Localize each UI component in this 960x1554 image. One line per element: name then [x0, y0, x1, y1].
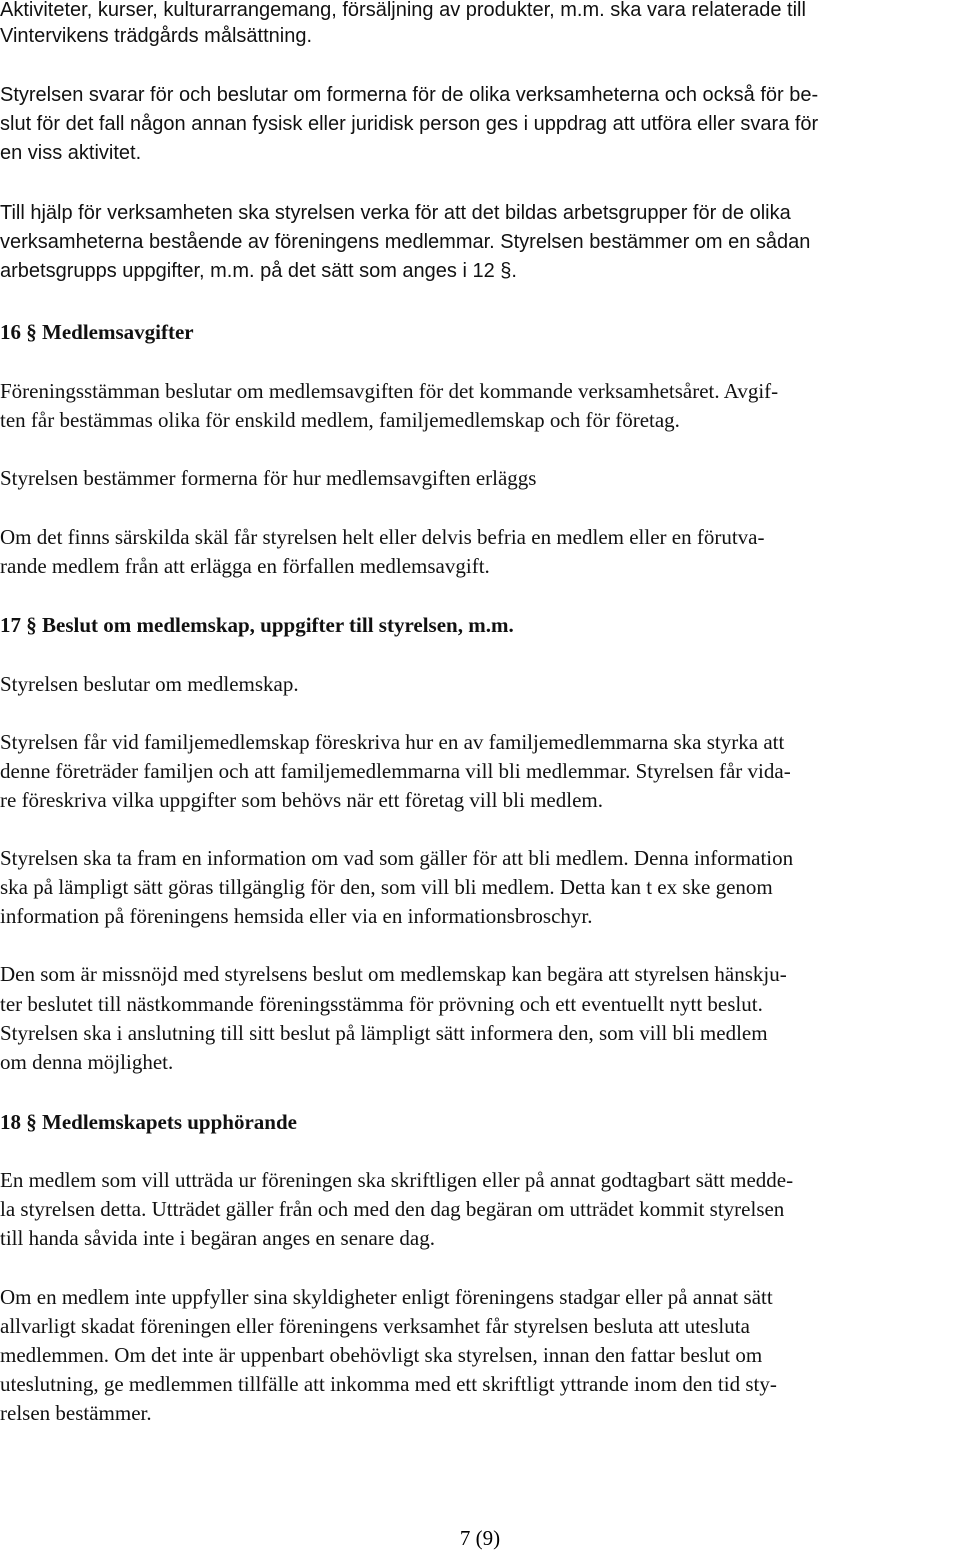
- text-line: Den som är missnöjd med styrelsens beslut om medlemskap kan begära att styrelsen hänskju-: [0, 962, 787, 986]
- text-line: rande medlem från att erlägga en förfallen medlemsavgift.: [0, 554, 490, 578]
- text-line: Styrelsen ska ta fram en information om vad som gäller för att bli medlem. Denna information: [0, 846, 794, 870]
- text-line: Aktiviteter, kurser, kulturarrangemang, försäljning av produkter, m.m. ska vara relaterade till: [0, 0, 806, 21]
- text-line: Styrelsen svarar för och beslutar om formerna för de olika verksamheterna och också för be-: [0, 84, 819, 106]
- text-line: Föreningsstämman beslutar om medlemsavgiften för det kommande verksamhetsåret. Avgif-: [0, 379, 779, 403]
- text-line: relsen bestämmer.: [0, 1401, 152, 1425]
- text-line: en viss aktivitet.: [0, 142, 142, 164]
- page-number: 7 (9): [459, 1526, 501, 1550]
- text-line: ska på lämpligt sätt göras tillgänglig för den, som vill bli medlem. Detta kan t ex ske genom: [0, 875, 773, 899]
- text-line: allvarligt skadat föreningen eller föreningens verksamhet får styrelsen besluta att utesluta: [0, 1314, 750, 1338]
- text-line: uteslutning, ge medlemmen tillfälle att inkomma med ett skriftligt yttrande inom den tid sty-: [0, 1372, 777, 1396]
- text-line: information på föreningens hemsida eller via en informationsbroschyr.: [0, 904, 593, 928]
- text-line: verksamheterna bestående av föreningens medlemmar. Styrelsen bestämmer om en sådan: [0, 231, 811, 253]
- text-line: ter beslutet till nästkommande föreningsstämma för prövning och ett eventuellt nytt beslut.: [0, 992, 763, 1016]
- text-line: till handa såvida inte i begäran anges en senare dag.: [0, 1226, 435, 1250]
- heading-text: 18 § Medlemskapets upphörande: [0, 1110, 297, 1134]
- text-line: Om en medlem inte uppfyller sina skyldigheter enligt föreningens stadgar eller på annat sätt: [0, 1285, 773, 1309]
- text-line: arbetsgrupps uppgifter, m.m. på det sätt som anges i 12 §.: [0, 260, 517, 282]
- text-line: medlemmen. Om det inte är uppenbart obehövligt ska styrelsen, innan den fattar beslut om: [0, 1343, 763, 1367]
- text-line: Styrelsen ska i anslutning till sitt beslut på lämpligt sätt informera den, som vill bli medlem: [0, 1021, 768, 1045]
- text-line: Styrelsen får vid familjemedlemskap föreskriva hur en av familjemedlemmarna ska styrka att: [0, 730, 785, 754]
- text-line: la styrelsen detta. Utträdet gäller från och med den dag begäran om utträdet kommit styrelsen: [0, 1197, 785, 1221]
- text-line: slut för det fall någon annan fysisk eller juridisk person ges i uppdrag att utföra eller svara för: [0, 113, 819, 135]
- text-line: Styrelsen beslutar om medlemskap.: [0, 672, 299, 696]
- text-line: Styrelsen bestämmer formerna för hur medlemsavgiften erläggs: [0, 466, 537, 490]
- heading-text: 16 § Medlemsavgifter: [0, 320, 194, 344]
- text-line: om denna möjlighet.: [0, 1050, 174, 1074]
- text-line: En medlem som vill utträda ur föreningen ska skriftligen eller på annat godtagbart sätt medde-: [0, 1168, 794, 1192]
- text-line: Vintervikens trädgårds målsättning.: [0, 25, 313, 47]
- text-line: re föreskriva vilka uppgifter som behövs när ett företag vill bli medlem.: [0, 788, 603, 812]
- text-line: denne företräder familjen och att familjemedlemmarna vill bli medlemmar. Styrelsen får vida-: [0, 759, 791, 783]
- heading-text: 17 § Beslut om medlemskap, uppgifter till styrelsen, m.m.: [0, 613, 514, 637]
- text-line: Om det finns särskilda skäl får styrelsen helt eller delvis befria en medlem eller en förutva-: [0, 525, 765, 549]
- text-line: ten får bestämmas olika för enskild medlem, familjemedlemskap och för företag.: [0, 408, 680, 432]
- text-line: Till hjälp för verksamheten ska styrelsen verka för att det bildas arbetsgrupper för de olika: [0, 202, 791, 224]
